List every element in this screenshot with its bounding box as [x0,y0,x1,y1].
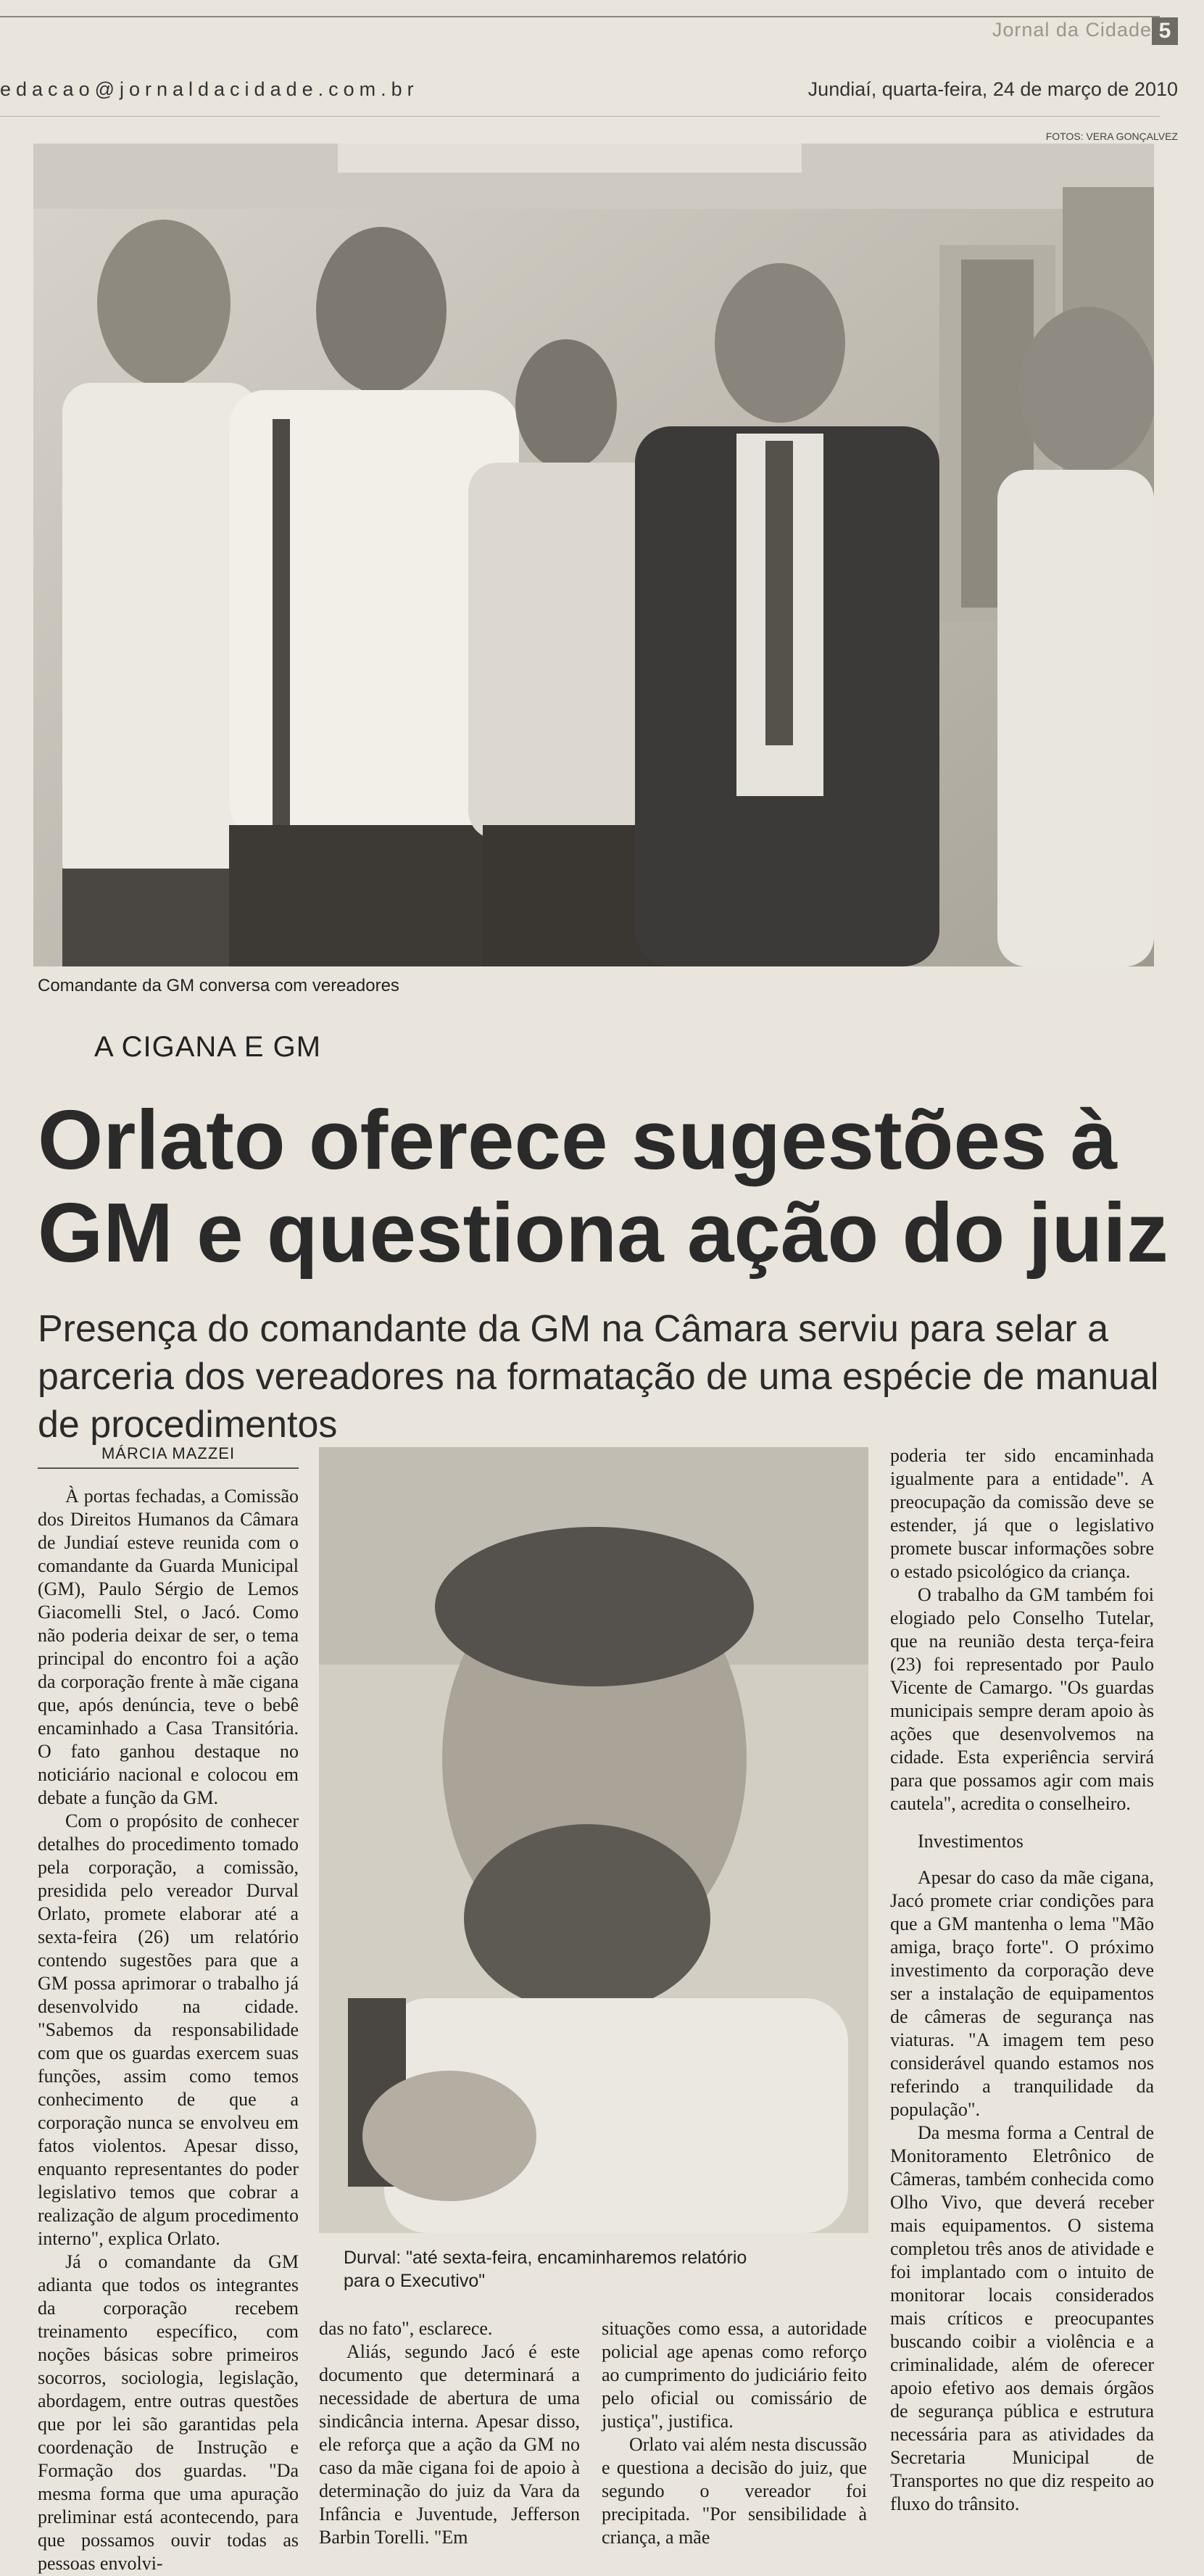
paragraph: poderia ter sido encaminhada igualmente para a entidade". A preocupação da comissão deve se estender, já que o legislativo promete buscar informações sobre o estado psicológico da criança. [890,1445,1154,1582]
group-photo-illustration [33,144,1154,966]
paragraph: das no fato", esclarece. [319,2318,493,2339]
subheadline: Presença do comandante da GM na Câmara serviu para selar a parceria dos vereadores na formatação de uma espécie de manual de procedimentos [38,1308,1159,1446]
masthead: Jornal da Cidade [992,19,1152,41]
byline: MÁRCIA MAZZEI [101,1444,236,1462]
section-kicker: A CIGANA E GM [94,1031,322,1063]
paragraph: Já o comandante da GM adianta que todos os integrantes da corporação recebem treinamento específico, com noções básicas sobre primeiros socorros, sociologia, legislação, abordagem, entre outras questões que por lei são garantidas pela coordenação de Instrução e Formação dos guardas. "Da mesma forma que uma apuração preliminar está acontecendo, para que possamos ouvir todas as pessoas envolvi- [38,2251,299,2574]
paragraph: Orlato vai além nesta discussão e questiona a decisão do juiz, que segundo o vereador foi precipitada. "Por sensibilidade à criança, a mãe [602,2434,867,2548]
top-rule [0,16,1160,17]
headline: Orlato oferece sugestões à GM e questiona ação do juiz [38,1093,1168,1280]
photo-credit: FOTOS: VERA GONÇALVEZ [1045,131,1178,142]
article-column-4 [890,1444,1154,2516]
group-photo [33,144,1154,966]
paragraph: Apesar do caso da mãe cigana, Jacó promete criar condições para que a GM mantenha o lema "Mão amiga, braço forte". O próximo investimento da corporação deve ser a instalação de equipamentos de câmeras de segurança nas viaturas. "A imagem tem peso considerável quando estamos nos referindo a tranquilidade da população". [890,1867,1154,2120]
paragraph: O trabalho da GM também foi elogiado pelo Conselho Tutelar, que na reunião desta terça-feira (23) foi representado por Paulo Vicente de Camargo. "Os guardas municipais sempre deram apoio às ações que desenvolvemos na cidade. Esta experiência servirá para que possamos agir com mais cautela", acredita o conselheiro. [890,1584,1154,1814]
email-address: edacao@jornaldacidade.com.br [0,78,419,100]
page-number: 5 [1152,17,1178,45]
byline-rule [38,1467,299,1469]
paragraph: situações como essa, a autoridade policial age apenas como reforço ao cumprimento do judiciário feito pelo oficial ou comissário de justiça", justifica. [602,2318,867,2432]
article-column-1 [38,1485,299,2575]
portrait-photo [319,1447,868,2233]
portrait-illustration [319,1447,868,2233]
paragraph: Com o propósito de conhecer detalhes do procedimento tomado pela corporação, a comissão, presidida pelo vereador Durval Orlato, promete elaborar até a sexta-feira (26) um relatório contendo sugestões para que a GM possa aprimorar o trabalho já desenvolvido na cidade. "Sabemos da responsabilidade com que os guardas exercem suas funções, assim como temos conhecimento de que a corporação nunca se envolveu em fatos violentos. Apesar disso, enquanto representantes do poder legislativo temos que cobrar a realização de algum procedimento interno", explica Orlato. [38,1810,299,2249]
portrait-caption: Durval: "até sexta-feira, encaminharemos relatório para o Executivo" [344,2248,747,2291]
dateline: Jundiaí, quarta-feira, 24 de março de 2010 [807,78,1178,100]
photo-caption: Comandante da GM conversa com vereadores [38,976,399,995]
header-rule [0,116,1160,117]
paragraph: Aliás, segundo Jacó é este documento que determinará a necessidade de abertura de uma sindicância interna. Apesar disso, ele reforça que a ação da GM no caso da mãe cigana foi de apoio à determinação do juiz da Vara da Infância e Juventude, Jefferson Barbin Torelli. "Em [319,2341,580,2548]
article-column-2 [319,2317,580,2549]
article-column-3 [602,2317,867,2549]
paragraph: Da mesma forma a Central de Monitoramento Eletrônico de Câmeras, também conhecida como Olho Vivo, que deverá receber mais equipamentos. O sistema completou três anos de atividade e foi implantado com o intuito de monitorar locais considerados mais críticos e preocupantes buscando coibir a violência e a criminalidade, além de oferecer apoio efetivo aos demais órgãos de segurança pública e estrutura necessária para as atividades da Secretaria Municipal de Transportes no que diz respeito ao fluxo do trânsito. [890,2122,1154,2514]
paragraph: À portas fechadas, a Comissão dos Direitos Humanos da Câmara de Jundiaí esteve reunida com o comandante da Guarda Municipal (GM), Paulo Sérgio de Lemos Giacomelli Stel, o Jacó. Como não poderia deixar de ser, o tema principal do encontro foi a ação da corporação frente à mãe cigana que, após denúncia, teve o bebê encaminhado a Casa Transitória. O fato ganhou destaque no noticiário nacional e colocou em debate a função da GM. [38,1486,299,1808]
section-subhead: Investimentos [918,1831,1024,1852]
